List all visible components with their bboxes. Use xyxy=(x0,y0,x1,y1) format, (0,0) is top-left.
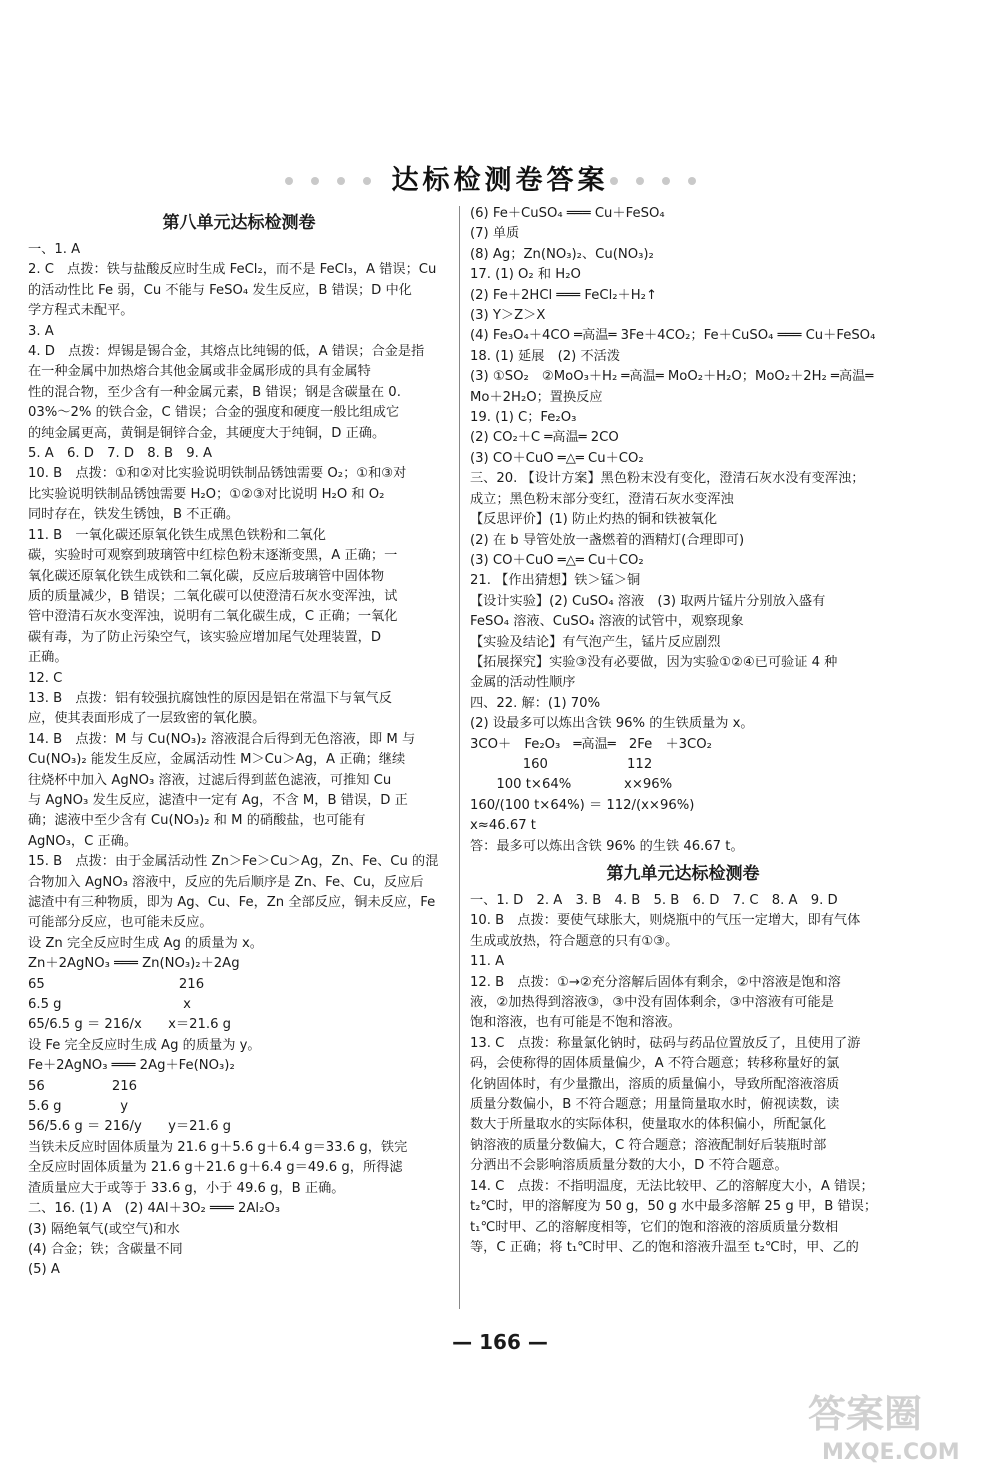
left-answer-line: 碳，实验时可观察到玻璃管中红棕色粉末逐渐变黑，A 正确；一 xyxy=(28,548,398,564)
watermark-main: 答案圈 xyxy=(808,1392,923,1436)
left-answer-lines xyxy=(28,240,450,1281)
left-answer-line: 可能部分反应，也可能未反应。 xyxy=(28,915,213,931)
left-answer-line: 管中澄清石灰水变浑浊，说明有二氧化碳生成，C 正确；一氧化 xyxy=(28,609,398,625)
right-answer-line: (3) Y＞Z＞X xyxy=(470,308,546,324)
right-answer-line: 【实验及结论】有气泡产生，锰片反应剧烈 xyxy=(470,634,721,650)
left-answer-line: 6.5 g x xyxy=(28,997,191,1013)
right-column xyxy=(470,204,896,1258)
section-title-unit-9: 第九单元达标检测卷 xyxy=(606,864,760,884)
left-answer-line: 学方程式未配平。 xyxy=(28,303,134,319)
left-answer-line: 3. A xyxy=(28,323,54,339)
left-answer-line: 当铁未反应时固体质量为 21.6 g＋5.6 g＋6.4 g＝33.6 g，铁完 xyxy=(28,1139,408,1155)
right-answer-line: 分洒出不会影响溶质质量分数的大小，D 不符合题意。 xyxy=(470,1158,788,1174)
left-answer-line: 13. B 点拨：铝有较强抗腐蚀性的原因是铝在常温下与氧气反 xyxy=(28,690,392,706)
right-answer-line: (3) CO＋CuO ═△═ Cu＋CO₂ xyxy=(470,552,644,568)
right-answer-line: (2) 在 b 导管处放一盏燃着的酒精灯(合理即可) xyxy=(470,532,745,548)
left-answer-line: 15. B 点拨：由于金属活动性 Zn＞Fe＞Cu＞Ag，Zn、Fe、Cu 的混 xyxy=(28,854,439,870)
right-answer-lines-top xyxy=(470,204,896,857)
right-answer-line: 一、1. D 2. A 3. B 4. B 5. B 6. D 7. C 8. A 9. D xyxy=(470,893,838,908)
right-answer-line: 【拓展探究】实验③没有必要做，因为实验①②④已可验证 4 种 xyxy=(470,654,838,670)
right-answer-line: 【反思评价】(1) 防止灼热的铜和铁被氧化 xyxy=(470,512,718,528)
left-answer-line: (5) A xyxy=(28,1262,60,1278)
right-answer-line: 答：最多可以炼出含铁 96% 的生铁 46.67 t。 xyxy=(470,838,744,854)
left-answer-line: 的活动性比 Fe 弱，Cu 不能与 FeSO₄ 发生反应，B 错误；D 中化 xyxy=(28,282,412,298)
watermark-logo xyxy=(800,1385,990,1465)
right-answer-line: 【设计实验】(2) CuSO₄ 溶液 (3) 取两片锰片分别放入盛有 xyxy=(470,593,826,609)
right-answer-line: 金属的活动性顺序 xyxy=(470,675,576,691)
left-answer-line: 比实验说明铁制品锈蚀需要 H₂O；①②③对比说明 H₂O 和 O₂ xyxy=(28,486,385,502)
right-answer-line: 生成或放热，符合题意的只有①③。 xyxy=(470,933,679,949)
right-answer-line: (6) Fe＋CuSO₄ ═══ Cu＋FeSO₄ xyxy=(470,206,665,221)
right-answer-line: t₂℃时，甲的溶解度为 50 g，50 g 水中最多溶解 25 g 甲，B 错误； xyxy=(470,1199,878,1215)
right-answer-line: 液，②加热得到溶液③，③中没有固体剩余，③中溶液有可能是 xyxy=(470,995,834,1011)
left-answer-line: 正确。 xyxy=(28,650,68,666)
right-answer-line: x≈46.67 t xyxy=(470,818,536,834)
right-answer-line: Mo＋2H₂O；置换反应 xyxy=(470,389,603,405)
right-answer-line: 11. A xyxy=(470,954,505,970)
left-answer-line: Cu(NO₃)₂ 能发生反应，金属活动性 M＞Cu＞Ag，A 正确；继续 xyxy=(28,752,406,768)
left-answer-line: 5. A 6. D 7. D 8. B 9. A xyxy=(28,446,213,462)
left-answer-line: 碳有毒，为了防止污染空气，该实验应增加尾气处理装置，D xyxy=(28,629,382,645)
watermark-sub: MXQE.COM xyxy=(822,1440,960,1465)
left-answer-line: 在一种金属中加热熔合其他金属或非金属形成的具有金属特 xyxy=(28,364,371,380)
left-answer-line: 10. B 点拨：①和②对比实验说明铁制品锈蚀需要 O₂；①和③对 xyxy=(28,466,407,482)
left-answer-line: 合物加入 AgNO₃ 溶液中，反应的先后顺序是 Zn、Fe、Cu，反应后 xyxy=(28,874,424,890)
right-answer-line: 13. C 点拨：称量氯化钠时，砝码与药品位置放反了，且使用了游 xyxy=(470,1035,861,1051)
right-answer-line: (3) CO＋CuO ═△═ Cu＋CO₂ xyxy=(470,450,644,466)
left-answer-line: 03%～2% 的铁合金，C 错误；合金的强度和硬度一般比组成它 xyxy=(28,405,400,421)
left-answer-line: 渣质量应大于或等于 33.6 g，小于 49.6 g，B 正确。 xyxy=(28,1180,345,1196)
left-answer-line: 5.6 g y xyxy=(28,1099,129,1115)
right-answer-line: 3CO＋ Fe₂O₃ ═高温═ 2Fe ＋3CO₂ xyxy=(470,736,712,752)
left-answer-line: 的纯金属更高，黄铜是铜锌合金，其硬度大于纯铜，D 正确。 xyxy=(28,425,386,441)
left-answer-line: 往烧杯中加入 AgNO₃ 溶液，过滤后得到蓝色滤液，可推知 Cu xyxy=(28,772,392,788)
right-answer-line: 14. C 点拨：不指明温度，无法比较甲、乙的溶解度大小，A 错误； xyxy=(470,1178,874,1194)
column-divider xyxy=(459,206,460,1309)
left-answer-line: 11. B 一氧化碳还原氧化铁生成黑色铁粉和二氧化 xyxy=(28,527,326,543)
right-answer-line: t₁℃时甲、乙的溶解度相等，它们的饱和溶液的溶质质量分数相 xyxy=(470,1219,839,1235)
right-answer-line: (3) ①SO₂ ②MoO₃＋H₂ ═高温═ MoO₂＋H₂O；MoO₂＋2H₂ ═高温═ xyxy=(470,369,874,385)
right-answer-line: 饱和溶液，也有可能是不饱和溶液。 xyxy=(470,1015,681,1031)
left-answer-line: 氧化碳还原氧化铁生成铁和二氧化碳，反应后玻璃管中固体物 xyxy=(28,568,385,584)
right-answer-line: 四、22. 解：(1) 70% xyxy=(470,695,601,711)
left-answer-line: 二、16. (1) A (2) 4Al＋3O₂ ═══ 2Al₂O₃ xyxy=(28,1201,281,1217)
left-answer-line: 性的混合物，至少含有一种金属元素，B 错误；钢是含碳量在 0. xyxy=(28,384,401,400)
right-answer-line: 化钠固体时，有少量撒出，溶质的质量偏小，导致所配溶液溶质 xyxy=(470,1076,840,1092)
right-answer-line: 钠溶液的质量分数偏大，C 符合题意；溶液配制好后装瓶时部 xyxy=(470,1137,827,1153)
left-answer-line: 14. B 点拨：M 与 Cu(NO₃)₂ 溶液混合后得到无色溶液，即 M 与 xyxy=(28,731,416,747)
left-answer-line: 应，使其表面形成了一层致密的氧化膜。 xyxy=(28,711,266,727)
left-answer-line: (3) 隔绝氧气(或空气)和水 xyxy=(28,1221,180,1237)
right-answer-line: 10. B 点拨：要使气球胀大，则烧瓶中的气压一定增大，即有气体 xyxy=(470,913,861,929)
right-answer-line: 等，C 正确；将 t₁℃时甲、乙的饱和溶液升温至 t₂℃时，甲、乙的 xyxy=(470,1239,859,1255)
left-answer-line: 与 AgNO₃ 发生反应，滤渣中一定有 Ag，不含 M，B 错误，D 正 xyxy=(28,792,408,808)
page-number: — 166 — xyxy=(452,1330,548,1354)
left-answer-line: 12. C xyxy=(28,670,63,686)
section-title-unit-8: 第八单元达标检测卷 xyxy=(162,213,316,233)
right-answer-line: (2) CO₂＋C ═高温═ 2CO xyxy=(470,430,619,446)
right-answer-line: (4) Fe₃O₄＋4CO ═高温═ 3Fe＋4CO₂；Fe＋CuSO₄ ═══ Cu＋FeSO₄ xyxy=(470,328,876,344)
right-answer-line: 160/(100 t×64%) ＝ 112/(x×96%) xyxy=(470,797,695,813)
left-answer-line: AgNO₃，C 正确。 xyxy=(28,833,138,849)
right-answer-line: 18. (1) 延展 (2) 不活泼 xyxy=(470,348,621,364)
page-title: 达标检测卷答案 xyxy=(391,165,609,196)
right-answer-line: 12. B 点拨：①→②充分溶解后固体有剩余，②中溶液是饱和溶 xyxy=(470,974,841,990)
right-answer-line: 数大于所量取水的实际体积，使量取水的体积偏小，所配氯化 xyxy=(470,1117,827,1133)
left-column xyxy=(28,208,450,1281)
left-answer-line: 65 216 xyxy=(28,976,205,992)
right-answer-line: 质量分数偏小，B 不符合题意；用量筒量取水时，俯视读数，读 xyxy=(470,1097,840,1113)
right-answer-line: 三、20. 【设计方案】黑色粉末没有变化，澄清石灰水没有变浑浊； xyxy=(470,471,865,487)
right-answer-line: 160 112 xyxy=(470,756,653,772)
left-answer-line: 65/6.5 g ＝ 216/x x＝21.6 g xyxy=(28,1017,232,1033)
left-answer-line: Zn＋2AgNO₃ ═══ Zn(NO₃)₂＋2Ag xyxy=(28,956,240,972)
right-answer-line: 21. 【作出猜想】铁＞锰＞铜 xyxy=(470,573,641,589)
right-answer-line: (2) Fe＋2HCl ═══ FeCl₂＋H₂↑ xyxy=(470,287,657,303)
right-answer-line: 码，会使称得的固体质量偏少，A 不符合题意；转移称量好的氯 xyxy=(470,1056,840,1072)
right-answer-line: 19. (1) C；Fe₂O₃ xyxy=(470,410,577,426)
left-answer-line: 质的质量减少，B 错误；二氧化碳可以使澄清石灰水变浑浊，试 xyxy=(28,588,398,604)
right-answer-line: FeSO₄ 溶液、CuSO₄ 溶液的试管中，观察现象 xyxy=(470,614,744,630)
left-answer-line: 滤渣中有三种物质，即为 Ag、Cu、Fe，Zn 全部反应，铜未反应，Fe xyxy=(28,895,436,910)
right-answer-line: (8) Ag；Zn(NO₃)₂、Cu(NO₃)₂ xyxy=(470,246,654,262)
right-answer-line: (7) 单质 xyxy=(470,226,520,242)
right-answer-line: 17. (1) O₂ 和 H₂O xyxy=(470,267,581,283)
left-answer-line: 56 216 xyxy=(28,1078,138,1094)
left-answer-line: 确；滤液中至少含有 Cu(NO₃)₂ 和 M 的硝酸盐，也可能有 xyxy=(28,813,366,829)
right-answer-line: (2) 设最多可以炼出含铁 96% 的生铁质量为 x。 xyxy=(470,716,754,732)
left-answer-line: 同时存在，铁发生锈蚀，B 不正确。 xyxy=(28,507,240,523)
title-decoration-right xyxy=(610,170,714,180)
left-answer-line: 全反应时固体质量为 21.6 g＋21.6 g＋6.4 g＝49.6 g，所得滤 xyxy=(28,1160,403,1176)
left-answer-line: 4. D 点拨：焊锡是锡合金，其熔点比纯锡的低，A 错误；合金是指 xyxy=(28,344,425,360)
right-answer-line: 100 t×64% x×96% xyxy=(470,777,673,793)
left-answer-line: 设 Zn 完全反应时生成 Ag 的质量为 x。 xyxy=(28,935,263,951)
left-answer-line: 设 Fe 完全反应时生成 Ag 的质量为 y。 xyxy=(28,1037,261,1053)
left-answer-line: 一、1. A xyxy=(28,242,81,257)
left-answer-line: (4) 合金；铁；含碳量不同 xyxy=(28,1241,183,1257)
right-answer-line: 成立；黑色粉末部分变红，澄清石灰水变浑浊 xyxy=(470,491,734,507)
left-answer-line: 56/5.6 g ＝ 216/y y＝21.6 g xyxy=(28,1119,232,1135)
left-answer-line: Fe＋2AgNO₃ ═══ 2Ag＋Fe(NO₃)₂ xyxy=(28,1058,235,1074)
left-answer-line: 2. C 点拨：铁与盐酸反应时生成 FeCl₂，而不是 FeCl₃，A 错误；Cu xyxy=(28,262,437,278)
right-answer-lines-bottom xyxy=(470,891,896,1258)
